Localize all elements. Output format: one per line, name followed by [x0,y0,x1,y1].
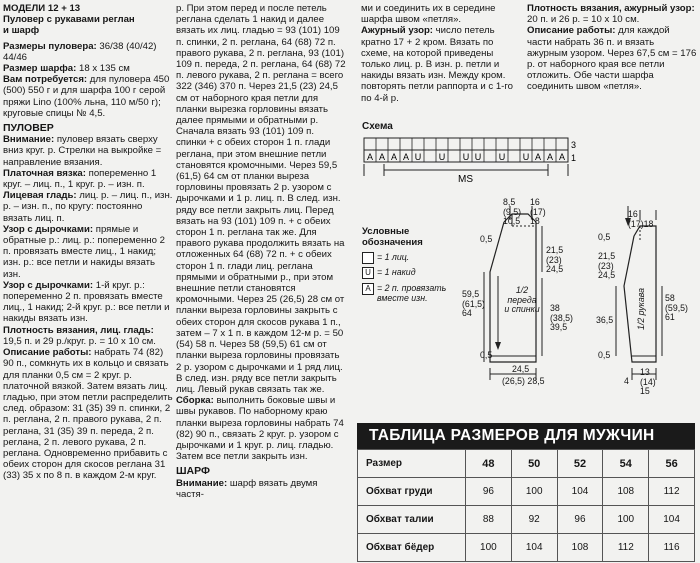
materials-label: Вам потребуется: [3,74,88,86]
legend-knit: = 1 лиц. [377,252,410,262]
scarf-work-value: для каждой части набрать 36 п. и вязать ажурным узором. Через 67,5 см = 176 р. от наборного края все петли отложить. Обе части шарфа соединить швом «петля». [527,25,697,93]
knit-symbol [362,252,374,264]
model-title-line: Пуловер с рукавами реглан [3,14,135,26]
chart-cell-symbol: U [498,152,506,162]
table-cell: 96 [466,478,512,506]
sleeve-length-value [665,294,688,323]
sleeve-raglan-value [598,252,615,281]
schematic-label-line: переда [507,294,537,305]
size-table-grid [357,449,695,562]
dim-text: 10,5 [503,216,521,226]
holes-pattern-label: Узор с дырочками: [3,223,94,235]
work-description-label: Описание работы: [3,347,92,359]
neck-width-value [503,198,521,227]
density-value: 19,5 п. и 29 р./круг. р. = 10 x 10 см. [3,335,156,347]
dim-text: 61 [665,312,675,322]
table-row [358,478,695,506]
schematic-label-line: 1/2 [515,285,529,295]
width-value [512,365,529,375]
table-cell: 116 [649,534,695,562]
header-size: 48 [466,450,512,478]
density-label: Плотность вязания, лиц. гладь: [3,324,154,336]
sizes-paragraph [3,41,173,63]
dim-text: 21,5 [598,251,616,261]
header-size: 50 [511,450,557,478]
table-cell: 100 [603,506,649,534]
scarf-work-paragraph [527,25,697,92]
holes-pattern-round-paragraph [3,280,173,325]
assembly-paragraph [176,395,346,462]
table-cell: 92 [511,506,557,534]
lace-pattern-paragraph [361,25,523,103]
sizes-label: Размеры пуловера: [3,40,97,52]
lace-pattern-label: Ажурный узор: [361,25,434,37]
dim-text: 24,5 [598,270,616,280]
header-size: 56 [649,450,695,478]
schema-title: Схема [362,121,393,132]
scarf-size-value: 18 x 135 см [76,63,130,75]
hem-height-value: 0,5 [480,350,493,360]
table-cell: 104 [649,506,695,534]
table-cell: 100 [511,478,557,506]
legend-title-line: Условные [362,226,410,237]
chart-cell-symbol: A [378,152,386,162]
chart-cell-symbol: A [390,152,398,162]
table-cell: 108 [557,534,603,562]
sleeve-cuff-value [640,368,656,397]
header-size-label: Размер [358,450,466,478]
plait-stitch-value: попеременно 1 круг. – лиц. п., 1 круг. р. – изн. п. [3,167,157,191]
assembly-label: Сборка: [176,395,214,407]
column-4 [527,3,697,93]
dim-text: 39,5 [550,322,568,332]
legend-k2tog-line: вместе изн. [377,292,428,303]
pullover-heading: ПУЛОВЕР [3,122,54,135]
k2tog-symbol: A [362,283,374,295]
schematic-label-line: и спинки [504,304,540,314]
chart-row-label: 3 [571,140,577,150]
table-cell: 104 [511,534,557,562]
chart-cell-symbol: A [546,152,554,162]
legend-k2tog [377,284,446,303]
dim-text: (38,5) [550,312,573,323]
width-value-alt: (26,5) 28,5 [502,376,545,386]
scarf-size-paragraph [3,63,173,74]
chart-row-label: 1 [571,153,577,163]
table-cell: 96 [557,506,603,534]
table-cell: 88 [466,506,512,534]
dim-text: 38 [550,303,560,313]
dim-text: 24,5 [546,264,564,274]
dim-text: (23) [546,254,562,265]
scarf-attention-value: шарф вязать двумя частя- [176,477,318,500]
attention-label: Внимание: [3,134,55,146]
table-cell: 112 [649,478,695,506]
size-table-title: ТАБЛИЦА РАЗМЕРОВ ДЛЯ МУЖЧИН [357,423,695,449]
table-cell: 112 [603,534,649,562]
work-description-paragraph [3,347,173,481]
raglan-depth-value [546,246,563,275]
stockinette-paragraph [3,190,173,224]
band-height-value: 0,5 [480,234,493,244]
total-length-value [462,290,485,319]
legend-title-line: обозначения [362,237,423,248]
legend-yarn-over: = 1 накид [377,267,416,277]
pullover-continued-text: р. При этом перед и после петель реглана сделать 1 накид и далее вязать их лиц. гладью = 93 (101) 109 п. спинки, 2 п. реглана, 64 (68) 72 п. правого рукава, 2 п. реглана, 93 (101) 109 п. переда, 2 п. реглана, 64 (68) 72 п. левого рукава, 2 п. реглана = всего 322 (346) 370 п. Через 21,5 (23) 24,5 см от наборного края петли для планки вырезка горловины вязать далее прямыми и обратными р. Сначала вязать 93 (101) 109 п. спинки + с обеих сторон 1 п. глади реглана, при этом внешние петли становятся кромочными. Через 59,5 (61,5) 64 см от планки выреза горловины провязать 2 р. узором с дырочками и 1 р. лиц. п. В след. изн. ряду все петли закрыть лиц. Перед вязать на 93 (101) 109 п. + с обеих сторон 1 п. реглана так же. Для правого рукава продолжить вязать на отложенных 64 (68) 72 п. + с обеих сторон 1 п. глади лиц. реглана прямыми и обратными р., при этом внешние петли становятся кромочными. Через 25 (26,5) 28 см от планки выреза горловины закрыть с обеих сторон для скосов рукава 1 п., затем – 7 х 1 п. в каждом 12-м р. = 50 (54) 58 п. Через 58 (59,5) 61 см от планки выреза горловины провязать 2 р. узором с дырочками и 1 ряд лиц. В след. изн. ряду все петли закрыть лиц. Левый рукав связать так же. [176,3,346,395]
dim-text: (14) [640,376,656,387]
materials-value: для пуловера 450 (500) 550 г и для шарфа 100 г серой пряжи Lino (100% льна, 110 м/50 г); круговые спицы № 4,5. [3,74,170,119]
chart-cell-symbol: U [414,152,422,162]
chart-cell-symbol: A [402,152,410,162]
row-label: Обхват талии [358,506,466,534]
scarf-attention-label: Внимание: [176,477,228,489]
attention-paragraph [3,134,173,168]
density-paragraph [3,325,173,347]
men-size-table [357,423,695,560]
lace-density-label: Плотность вязания, ажурный узор: [527,3,695,14]
chart-cell-symbol: U [522,152,530,162]
dim-text: 16 [628,209,638,219]
chart-cell-symbol: A [534,152,542,162]
dim-text: 13 [640,367,650,377]
stockinette-label: Лицевая гладь: [3,190,77,202]
lace-density-value: 20 п. и 26 р. = 10 x 10 см. [527,14,640,26]
holes-pattern-value: прямые и обратные р.: лиц. р.: попеременно 2 п. провязать вместе лиц., 1 накид; изн. р.: все петли и накиды вязать изн. [3,223,165,280]
header-size: 54 [603,450,649,478]
sleeve-label: 1/2 рукава [636,287,646,330]
dim-text: 58 [665,293,675,303]
holes-pattern-round-value: 1-й круг. р.: попеременно 2 п. провязать вместе лиц., 1 накид; 2-й круг. р.: все петли и накиды вязать изн. [3,279,170,325]
stockinette-value: лиц. р. – лиц. п., изн. р. – изн. п., по кругу: постоянно вязать лиц. п. [3,190,173,224]
table-cell: 100 [466,534,512,562]
scarf-size-label: Размер шарфа: [3,63,77,75]
model-title-line: МОДЕЛИ 12 + 13 [3,3,81,14]
shoulder-width-value [530,198,546,227]
legend-title [362,226,423,248]
dim-text: (17) [530,206,546,217]
side-length-value [550,304,573,333]
plait-stitch-label: Платочная вязка: [3,167,86,179]
dim-text: 15 [640,386,650,396]
row-label: Обхват бёдер [358,534,466,562]
scarf-join-text: ми и соединить их в середине шарфа швом «петля». [361,3,496,26]
table-row [358,506,695,534]
dim-text: (17) [628,219,644,229]
dim-text: 18 [643,219,654,229]
attention-value: пуловер вязать сверху вниз круг. р. Стрелки на выкройке = направление вязания. [3,134,162,168]
sleeve-band-value: 0,5 [598,232,611,242]
materials-paragraph [3,74,173,119]
scarf-heading: ШАРФ [176,465,210,478]
plait-stitch-paragraph [3,168,173,190]
chart-cell-symbol: A [366,152,374,162]
column-1 [3,3,173,482]
holes-pattern-round-label: Узор с дырочками: [3,279,94,291]
dim-text: 21,5 [546,245,564,255]
table-row [358,534,695,562]
chart-cell-symbol: U [438,152,446,162]
legend-k2tog-line: = 2 п. провязать [377,283,447,293]
dim-text: 24,5 [512,364,530,374]
assembly-value: выполнить боковые швы и швы рукавов. По наборному краю планки выреза горловины набрать 74 (82) 90 п., связать 2 круг. р. узором с дырочками и 1 круг. р. лиц. гладью. Затем все петли закрыть изн. [176,395,344,463]
dim-text: 59,5 [462,289,480,299]
row-label: Обхват груди [358,478,466,506]
chart-cell-symbol: A [558,152,566,162]
work-description-value: набрать 74 (82) 90 п., сомкнуть их в кольцо и связать для планки 0,5 см = 2 круг. р. платочной вязкой. Затем вязать лиц. гладью, при этом петли распределить след. образом: 31 (35) 39 п. спинки, 2 п. реглана, 2 п. правого рукава, 2 п. реглана, 31 (35) 39 п. переда, 2 п. реглана, 2 п. левого рукава, 2 п. реглана. Одновременно прибавить с обеих сторон для скосов реглана 31 (33) 35 х по 8 п. в каждом 2-м круг. [3,347,173,482]
sleeve-hem-value: 0,5 [598,350,611,360]
table-header-row [358,450,695,478]
dim-text: 18 [530,216,540,226]
chart-cell-symbol: U [474,152,482,162]
header-size: 52 [557,450,603,478]
dim-text: (23) [598,260,614,271]
table-cell: 104 [557,478,603,506]
stitch-chart [360,136,580,186]
holes-pattern-paragraph [3,224,173,280]
dim-text: (61,5) [462,298,485,309]
sleeve-offset-value: 4 [624,376,629,386]
column-2 [176,3,346,500]
yarn-over-symbol: U [362,267,374,279]
sleeve-underarm-value: 36,5 [596,315,614,325]
dim-text: 16 [530,197,540,207]
sleeve-top-value-alt [628,220,653,230]
lace-density-paragraph [527,3,697,25]
dim-text: 64 [462,308,472,318]
scarf-work-label: Описание работы: [527,25,616,37]
lace-pattern-value: число петель кратно 17 + 2 кром. Вязать по схеме, на которой приведены только лиц. р. В изн. р. петли и накиды вязать изн. Между кром. повторять петли раппорта и с 1-го по 4-й р. [361,25,513,104]
sizes-value: 36/38 (40/42) 44/46 [3,40,157,63]
repeat-label: MS [458,174,473,185]
dim-text: (9,5) [503,206,522,217]
dim-text: 8,5 [503,197,516,207]
column-3 [361,3,523,104]
chart-cell-symbol: U [462,152,470,162]
model-title-line: и шарф [3,25,40,37]
scarf-attention-paragraph [176,478,346,500]
table-cell: 108 [603,478,649,506]
dim-text: (59,5) [665,302,688,313]
front-back-label [502,286,542,315]
